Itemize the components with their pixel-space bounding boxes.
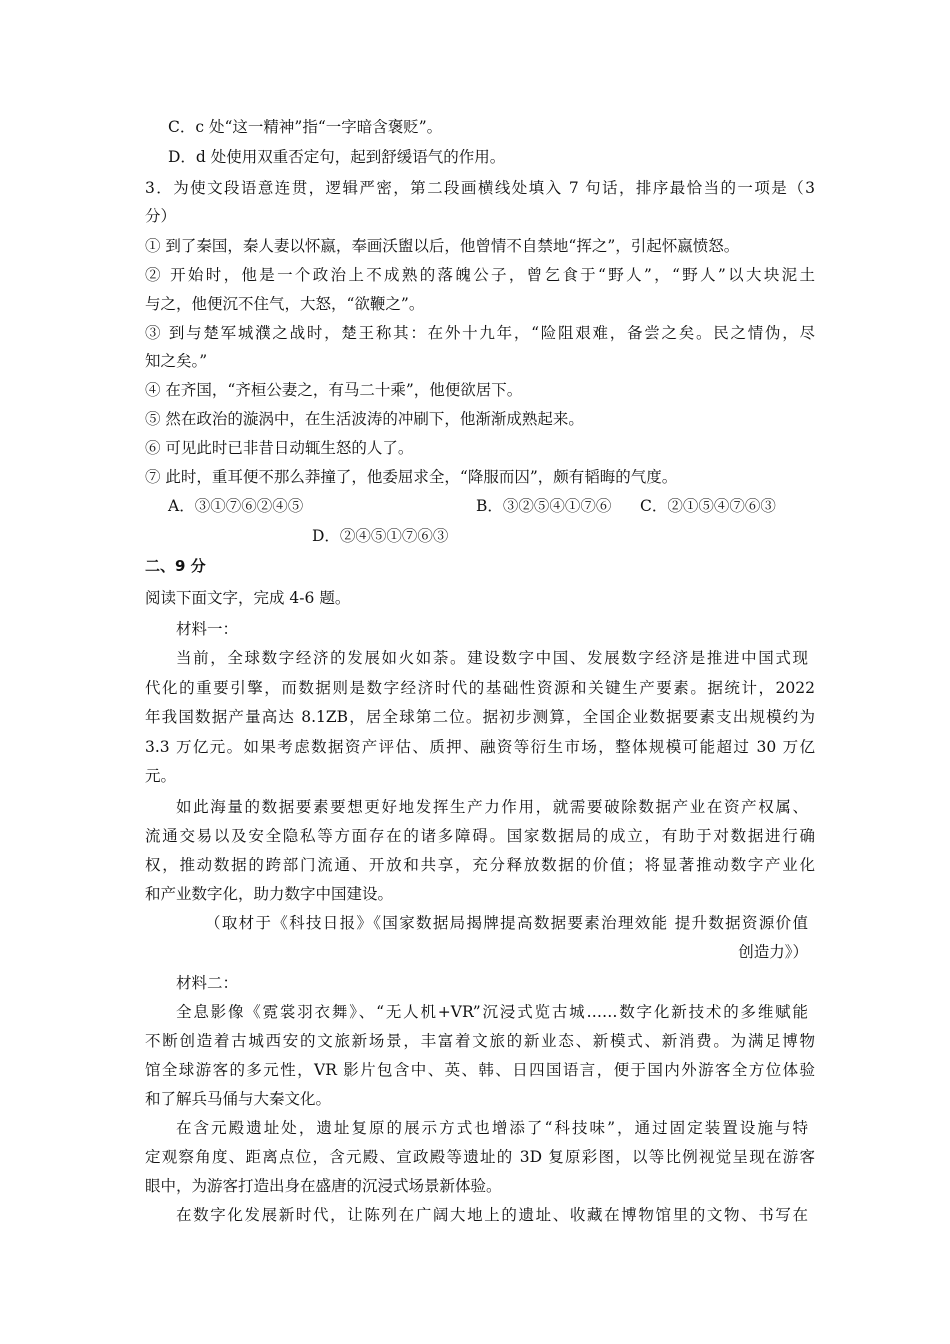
material-2-p1-line1: 全息影像《霓裳羽衣舞》、“无人机+VR”沉浸式览古城……数字化新技术的多维赋能 <box>176 1003 808 1021</box>
q3-option-b: B．③②⑤④①⑦⑥ <box>476 497 612 515</box>
q2-option-c: C．c 处“这一精神”指“一字暗含褒贬”。 <box>168 118 443 136</box>
material-1-p2-line2: 流通交易以及安全隐私等方面存在的诸多障碍。国家数据局的成立，有助于对数据进行确 <box>145 827 815 845</box>
q3-sentence-2-line2: 与之，他便沉不住气，大怒，“欲鞭之”。 <box>145 295 425 313</box>
material-1-p1-line3: 年我国数据产量高达 8.1ZB，居全球第二位。据初步测算，全国企业数据要素支出规模约为 <box>145 708 815 726</box>
q3-sentence-4: ④ 在齐国，“齐桓公妻之，有马二十乘”，他便欲居下。 <box>145 381 523 399</box>
q3-option-d: D．②④⑤①⑦⑥③ <box>312 527 449 545</box>
material-1-p2-line4: 和产业数字化，助力数字中国建设。 <box>145 885 394 903</box>
material-1-p2-line1: 如此海量的数据要素要想更好地发挥生产力作用，就需要破除数据产业在资产权属、 <box>176 798 808 816</box>
material-2-p3-line1: 在数字化发展新时代，让陈列在广阔大地上的遗址、收藏在博物馆里的文物、书写在 <box>176 1206 808 1224</box>
q3-sentence-2-line1: ② 开始时，他是一个政治上不成熟的落魄公子，曾乞食于“野人”，“野人”以大块泥土 <box>145 266 815 284</box>
q3-sentence-5: ⑤ 然在政治的漩涡中，在生活波涛的冲刷下，他渐渐成熟起来。 <box>145 410 584 428</box>
material-1-p1-line4: 3.3 万亿元。如果考虑数据资产评估、质押、融资等衍生市场，整体规模可能超过 30 万亿 <box>145 738 815 756</box>
material-2-p2-line1: 在含元殿遗址处，遗址复原的展示方式也增添了“科技味”，通过固定装置设施与特 <box>176 1119 808 1137</box>
section-heading: 二、9 分 <box>145 557 206 575</box>
material-2-p2-line3: 眼中，为游客打造出身在盛唐的沉浸式场景新体验。 <box>145 1177 502 1195</box>
material-1-p1-line1: 当前，全球数字经济的发展如火如荼。建设数字中国、发展数字经济是推进中国式现 <box>176 649 808 667</box>
q3-option-c: C．②①⑤④⑦⑥③ <box>640 497 776 515</box>
material-2-p1-line4: 和了解兵马俑与大秦文化。 <box>145 1090 332 1108</box>
q3-stem-line2: 分） <box>145 207 177 225</box>
material-1-p1-line2: 代化的重要引擎，而数据则是数字经济时代的基础性资源和关键生产要素。据统计，2022 <box>145 679 815 697</box>
q3-sentence-1: ① 到了秦国，秦人妻以怀嬴，奉画沃盥以后，他曾情不自禁地“挥之”，引起怀嬴愤怒。 <box>145 237 740 255</box>
section-instruction: 阅读下面文字，完成 4-6 题。 <box>145 589 351 607</box>
material-1-source-line1: （取材于《科技日报》《国家数据局揭牌提高数据要素治理效能 提升数据资源价值 <box>205 914 808 932</box>
material-1-p1-line5: 元。 <box>145 767 177 785</box>
q3-sentence-7: ⑦ 此时，重耳便不那么莽撞了，他委屈求全，“降服而囚”，颇有韬晦的气度。 <box>145 468 678 486</box>
material-1-source-line2: 创造力》） <box>738 943 808 961</box>
q2-option-d: D．d 处使用双重否定句，起到舒缓语气的作用。 <box>168 148 506 166</box>
q3-sentence-3-line1: ③ 到与楚军城濮之战时，楚王称其：在外十九年，“险阻艰难，备尝之矣。民之情伪，尽 <box>145 324 815 342</box>
material-2-p2-line2: 定观察角度、距离点位，含元殿、宣政殿等遗址的 3D 复原彩图，以等比例视觉呈现在游客 <box>145 1148 815 1166</box>
q3-stem-line1: 3．为使文段语意连贯，逻辑严密，第二段画横线处填入 7 句话，排序最恰当的一项是（3 <box>145 179 815 197</box>
material-2-p1-line3: 馆全球游客的多元性，VR 影片包含中、英、韩、日四国语言，便于国内外游客全方位体验 <box>145 1061 815 1079</box>
material-2-p1-line2: 不断创造着古城西安的文旅新场景，丰富着文旅的新业态、新模式、新消费。为满足博物 <box>145 1032 815 1050</box>
material-1-p2-line3: 权，推动数据的跨部门流通、开放和共享，充分释放数据的价值；将显著推动数字产业化 <box>145 856 815 874</box>
q3-sentence-3-line2: 知之矣。” <box>145 352 208 370</box>
q3-sentence-6: ⑥ 可见此时已非昔日动辄生怒的人了。 <box>145 439 414 457</box>
q3-option-a: A．③①⑦⑥②④⑤ <box>168 497 304 515</box>
material-2-title: 材料二： <box>176 974 239 992</box>
material-1-title: 材料一： <box>176 620 239 638</box>
